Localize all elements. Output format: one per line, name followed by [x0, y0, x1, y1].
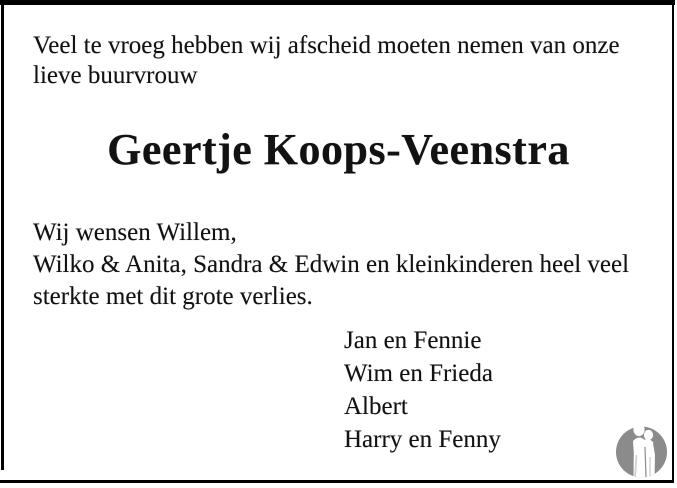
condolence-line-3: sterkte met dit grote verlies.: [33, 283, 313, 310]
signatory: Harry en Fenny: [344, 426, 501, 453]
card-border-left: [1, 0, 4, 470]
intro-text: [33, 31, 620, 91]
intro-line-1: Veel te vroeg hebben wij afscheid moeten nemen van onze: [33, 32, 620, 59]
deceased-name: Geertje Koops-Veenstra: [107, 125, 570, 174]
figure-right-head: [644, 430, 653, 440]
signatory: Jan en Fennie: [344, 327, 482, 354]
card-border-top: [0, 0, 675, 5]
intro-line-2: lieve buurvrouw: [33, 62, 198, 89]
signatory: Albert: [344, 393, 408, 420]
condolence-text: [33, 217, 629, 313]
figure-left-head: [633, 423, 644, 436]
two-figures-logo-icon: [615, 420, 669, 479]
memorial-logo: [615, 420, 669, 479]
condolence-line-1: Wij wensen Willem,: [33, 219, 237, 246]
signatories-list: [344, 324, 501, 456]
signatory: Wim en Frieda: [344, 360, 493, 387]
card-border-right: [672, 0, 674, 483]
condolence-line-2: Wilko & Anita, Sandra & Edwin en kleinkinderen heel veel: [33, 251, 630, 278]
card-border-bottom: [0, 480, 674, 483]
